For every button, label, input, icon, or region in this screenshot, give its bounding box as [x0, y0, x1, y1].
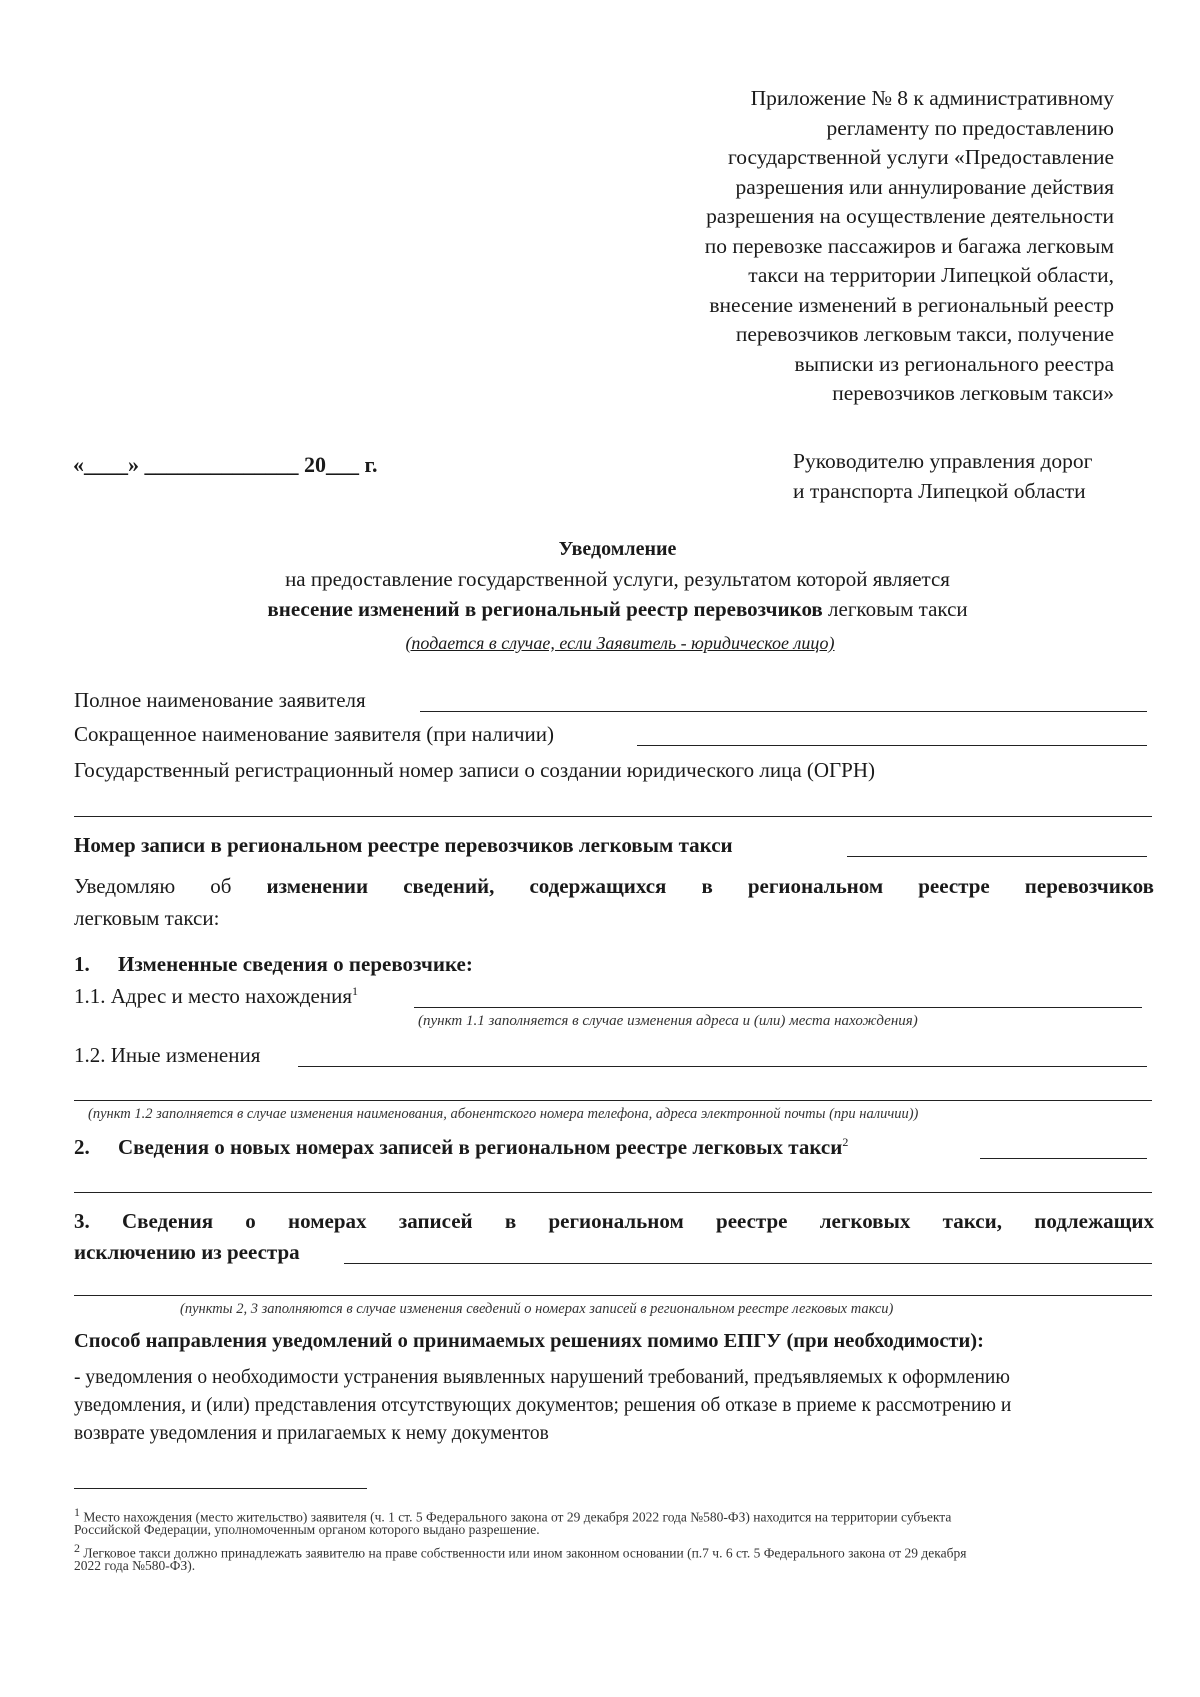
subtitle-line-1: на предоставление государственной услуги, результатом которой является	[285, 567, 950, 591]
full-name-input-line[interactable]	[420, 711, 1147, 712]
footnote-separator	[74, 1488, 367, 1489]
method-line-2: уведомления, и (или) представления отсутствующих документов; решения об отказе в приеме к рассмотрению и	[74, 1395, 1012, 1416]
item-1-1-input-line[interactable]	[414, 1007, 1142, 1008]
section-2-3-note: (пункты 2, 3 заполняются в случае изменения сведений о номерах записей в региональном реестре легковых такси)	[180, 1301, 894, 1317]
full-name-label: Полное наименование заявителя	[74, 688, 366, 712]
section-2-heading	[118, 1135, 848, 1160]
item-1-1-text: 1.1. Адрес и место нахождения	[74, 984, 352, 1008]
footnote-2-line-2: 2022 года №580-ФЗ).	[74, 1558, 196, 1573]
date-line: «____» ______________ 20___ г.	[73, 452, 378, 477]
footnote-2-mark: 2	[74, 1541, 80, 1555]
subtitle-note: (подается в случае, если Заявитель - юридическое лицо)	[405, 633, 835, 653]
section-3-line-2: исключению из реестра	[74, 1240, 300, 1264]
item-1-2-input-line[interactable]	[298, 1066, 1147, 1067]
footnote-1-mark: 1	[74, 1505, 80, 1519]
section-3-number: 3.	[74, 1209, 90, 1233]
addressee: Руководителю управления дорог и транспорта Липецкой области	[793, 449, 1093, 503]
footnote-2-text: Легковое такси должно принадлежать заявителю на праве собственности или ином законном основании (п.7 ч. 6 ст. 5 Федерального закона от 29 декабря	[83, 1545, 967, 1561]
section-2-text: Сведения о новых номерах записей в региональном реестре легковых такси	[118, 1135, 843, 1159]
item-1-1-note: (пункт 1.1 заполняется в случае изменения адреса и (или) места нахождения)	[418, 1013, 918, 1029]
footnote-ref-2: 2	[842, 1135, 849, 1149]
document-title: Уведомление	[558, 538, 677, 560]
item-1-2-label: 1.2. Иные изменения	[74, 1043, 261, 1067]
section-2-input-line[interactable]	[980, 1158, 1147, 1159]
item-1-1-label	[74, 984, 358, 1009]
footnote-2-line-1	[74, 1539, 966, 1563]
section-3-input-line-2[interactable]	[74, 1295, 1152, 1296]
section-1-heading: Измененные сведения о перевозчике:	[118, 952, 473, 976]
item-1-2-input-line-2[interactable]	[74, 1100, 1152, 1101]
footnote-1-line-2: Российской Федерации, уполномоченным органом которого выдано разрешение.	[74, 1522, 540, 1537]
notify-start: Уведомляю об	[74, 874, 232, 898]
short-name-input-line[interactable]	[637, 745, 1147, 746]
method-line-1: - уведомления о необходимости устранения выявленных нарушений требований, предъявляемых к оформлению	[74, 1367, 1010, 1388]
notify-line-2: легковым такси:	[74, 906, 220, 930]
method-heading: Способ направления уведомлений о принимаемых решениях помимо ЕПГУ (при необходимости):	[74, 1330, 984, 1352]
section-3-line-1	[74, 1209, 1154, 1234]
footnote-1-text: Место нахождения (место жительство) заявителя (ч. 1 ст. 5 Федерального закона от 29 декабря 2022 года №580-ФЗ) находится на территории субъекта	[83, 1509, 952, 1525]
section-2-number: 2.	[74, 1135, 90, 1159]
notify-line-1	[74, 874, 1154, 899]
method-line-3: возврате уведомления и прилагаемых к нему документов	[74, 1423, 549, 1444]
item-1-2-note: (пункт 1.2 заполняется в случае изменения наименования, абонентского номера телефона, адреса электронной почты (при наличии))	[88, 1106, 919, 1122]
section-1-number: 1.	[74, 952, 90, 976]
appendix-header: Приложение № 8 к административному регламенту по предоставлению государственной услуги «Предоставление разрешения или аннулирование действия разрешения на осуществление деятельности по перевозке пассажиров и багажа легковым такси на территории Липецкой области, внесение изменений в региональный реестр перевозчиков легковым такси, получение выписки из регионального реестра перевозчиков легковым такси»	[704, 86, 1114, 405]
notify-bold: изменении сведений, содержащихся в региональном реестре перевозчиков	[266, 874, 1154, 898]
short-name-label: Сокращенное наименование заявителя (при наличии)	[74, 722, 555, 746]
record-number-label: Номер записи в региональном реестре перевозчиков легковым такси	[74, 833, 733, 857]
section-2-input-line-2[interactable]	[74, 1192, 1152, 1193]
ogrn-input-line[interactable]	[74, 816, 1152, 817]
subtitle-rest: легковым такси	[822, 597, 968, 621]
subtitle-line-2	[0, 597, 1200, 622]
subtitle-bold: внесение изменений в региональный реестр перевозчиков	[267, 597, 823, 621]
footnote-ref-1: 1	[352, 984, 358, 998]
section-3-input-line[interactable]	[344, 1263, 1152, 1264]
section-3-text: Сведения о номерах записей в региональном реестре легковых такси, подлежащих	[122, 1209, 1155, 1233]
record-number-input-line[interactable]	[847, 856, 1147, 857]
ogrn-label: Государственный регистрационный номер записи о создании юридического лица (ОГРН)	[74, 758, 876, 782]
